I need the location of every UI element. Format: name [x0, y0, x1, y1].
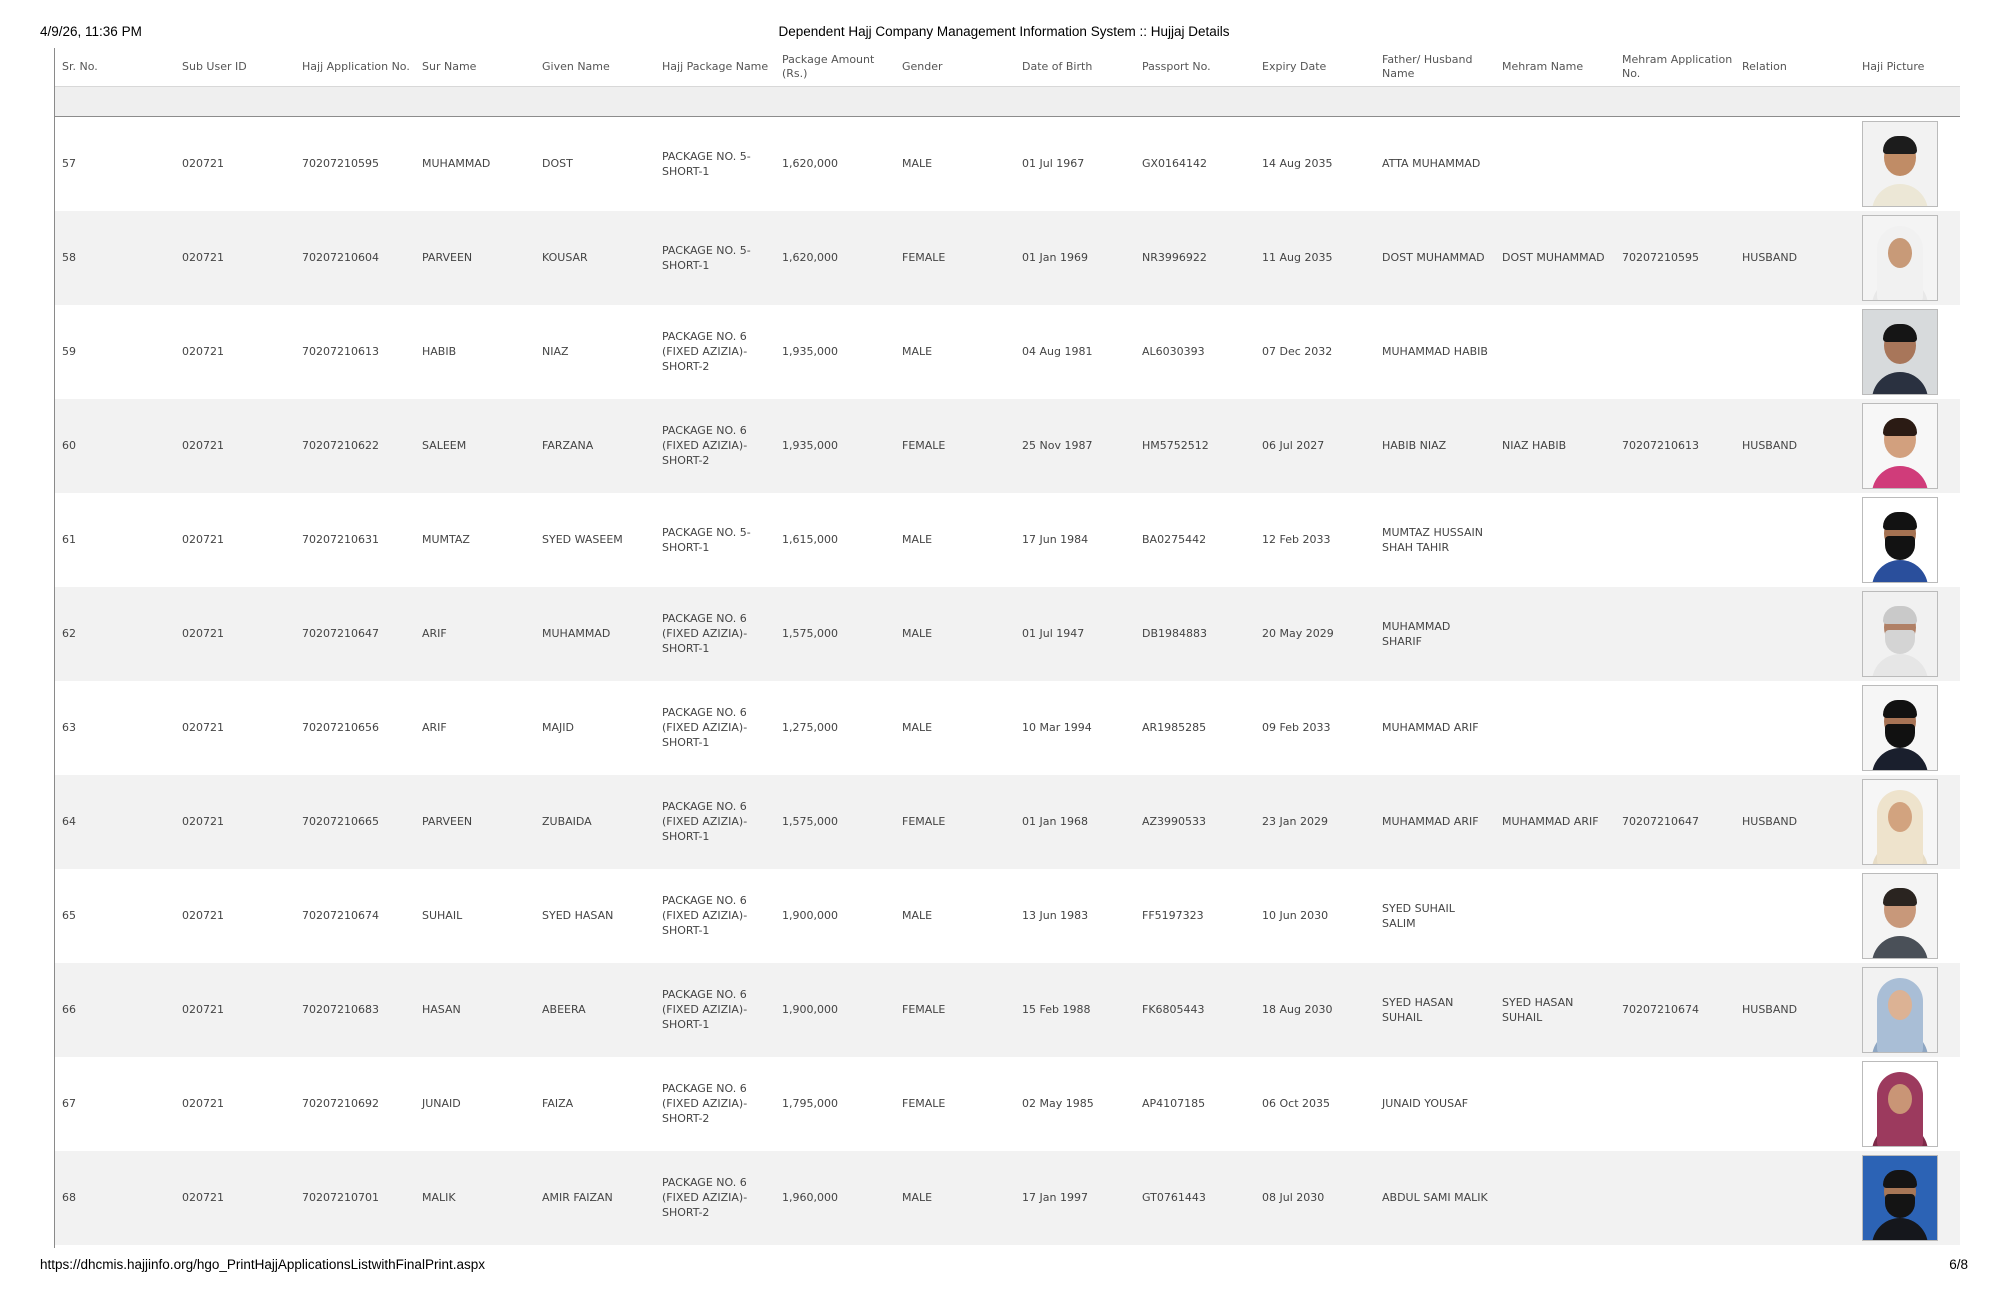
cell-expiry-date: 18 Aug 2030	[1255, 963, 1375, 1057]
haji-photo	[1862, 967, 1938, 1053]
cell-given-name: AMIR FAIZAN	[535, 1151, 655, 1245]
cell-haji-picture	[1855, 681, 1960, 775]
cell-package-amount: 1,935,000	[775, 305, 895, 399]
cell-sur-name: HASAN	[415, 963, 535, 1057]
cell-sr-no: 61	[55, 493, 175, 587]
cell-package-name: PACKAGE NO. 6 (FIXED AZIZIA)-SHORT-1	[655, 775, 775, 869]
photo-beard	[1885, 724, 1915, 748]
cell-gender: FEMALE	[895, 399, 1015, 493]
cell-mehram-application-no: 70207210613	[1615, 399, 1735, 493]
cell-package-name: PACKAGE NO. 5-SHORT-1	[655, 493, 775, 587]
cell-date-of-birth: 04 Aug 1981	[1015, 305, 1135, 399]
cell-sr-no: 59	[55, 305, 175, 399]
hujjaj-details-table	[55, 48, 1960, 1245]
cell-sub-user-id: 020721	[175, 399, 295, 493]
cell-passport-no: AL6030393	[1135, 305, 1255, 399]
table-row	[55, 1057, 1960, 1151]
photo-hair	[1883, 136, 1917, 154]
photo-torso	[1872, 466, 1928, 489]
cell-father-husband-name: ATTA MUHAMMAD	[1375, 117, 1495, 211]
cell-mehram-name: SYED HASAN SUHAIL	[1495, 963, 1615, 1057]
col-header-sr-no: Sr. No.	[55, 48, 175, 87]
cell-mehram-application-no	[1615, 1151, 1735, 1245]
cell-date-of-birth: 13 Jun 1983	[1015, 869, 1135, 963]
photo-torso	[1872, 748, 1928, 771]
cell-mehram-application-no	[1615, 681, 1735, 775]
cell-package-name: PACKAGE NO. 6 (FIXED AZIZIA)-SHORT-2	[655, 1057, 775, 1151]
cell-relation: HUSBAND	[1735, 775, 1855, 869]
cell-package-name: PACKAGE NO. 6 (FIXED AZIZIA)-SHORT-2	[655, 305, 775, 399]
cell-date-of-birth: 01 Jan 1969	[1015, 211, 1135, 305]
cell-relation	[1735, 587, 1855, 681]
cell-package-amount: 1,935,000	[775, 399, 895, 493]
cell-mehram-name: DOST MUHAMMAD	[1495, 211, 1615, 305]
cell-application-no: 70207210656	[295, 681, 415, 775]
cell-package-amount: 1,575,000	[775, 587, 895, 681]
cell-father-husband-name: MUHAMMAD HABIB	[1375, 305, 1495, 399]
cell-application-no: 70207210674	[295, 869, 415, 963]
haji-photo	[1862, 215, 1938, 301]
haji-photo	[1862, 1155, 1938, 1241]
print-footer	[40, 1257, 1968, 1275]
cell-gender: FEMALE	[895, 1057, 1015, 1151]
cell-mehram-name	[1495, 681, 1615, 775]
photo-hair	[1883, 888, 1917, 906]
cell-relation	[1735, 493, 1855, 587]
cell-father-husband-name: MUMTAZ HUSSAIN SHAH TAHIR	[1375, 493, 1495, 587]
cell-sub-user-id: 020721	[175, 493, 295, 587]
haji-photo	[1862, 309, 1938, 395]
haji-photo	[1862, 121, 1938, 207]
cell-given-name: KOUSAR	[535, 211, 655, 305]
cell-father-husband-name: SYED SUHAIL SALIM	[1375, 869, 1495, 963]
cell-expiry-date: 14 Aug 2035	[1255, 117, 1375, 211]
col-header-sub-user-id: Sub User ID	[175, 48, 295, 87]
cell-package-amount: 1,900,000	[775, 869, 895, 963]
cell-haji-picture	[1855, 211, 1960, 305]
cell-application-no: 70207210595	[295, 117, 415, 211]
col-header-date-of-birth: Date of Birth	[1015, 48, 1135, 87]
table-row	[55, 493, 1960, 587]
photo-torso	[1872, 184, 1928, 207]
cell-sub-user-id: 020721	[175, 1057, 295, 1151]
col-header-father-husband-name: Father/ Husband Name	[1375, 48, 1495, 87]
photo-hair	[1883, 324, 1917, 342]
cell-sur-name: PARVEEN	[415, 211, 535, 305]
cell-application-no: 70207210647	[295, 587, 415, 681]
cell-date-of-birth: 01 Jul 1947	[1015, 587, 1135, 681]
cell-passport-no: BA0275442	[1135, 493, 1255, 587]
cell-father-husband-name: SYED HASAN SUHAIL	[1375, 963, 1495, 1057]
cell-sur-name: ARIF	[415, 681, 535, 775]
cell-relation	[1735, 1151, 1855, 1245]
photo-hair	[1883, 606, 1917, 624]
print-url: https://dhcmis.hajjinfo.org/hgo_PrintHajjApplicationsListwithFinalPrint.aspx	[40, 1257, 485, 1272]
cell-application-no: 70207210683	[295, 963, 415, 1057]
cell-given-name: ZUBAIDA	[535, 775, 655, 869]
print-page-title: Dependent Hajj Company Management Information System :: Hujjaj Details	[778, 24, 1230, 39]
cell-mehram-name	[1495, 1151, 1615, 1245]
cell-father-husband-name: DOST MUHAMMAD	[1375, 211, 1495, 305]
table-row	[55, 587, 1960, 681]
cell-relation	[1735, 305, 1855, 399]
cell-mehram-application-no	[1615, 1057, 1735, 1151]
cell-sr-no: 57	[55, 117, 175, 211]
cell-expiry-date: 06 Jul 2027	[1255, 399, 1375, 493]
table-row	[55, 1151, 1960, 1245]
cell-package-amount: 1,575,000	[775, 775, 895, 869]
cell-father-husband-name: MUHAMMAD ARIF	[1375, 775, 1495, 869]
cell-haji-picture	[1855, 305, 1960, 399]
haji-photo	[1862, 591, 1938, 677]
cell-application-no: 70207210631	[295, 493, 415, 587]
cell-passport-no: AP4107185	[1135, 1057, 1255, 1151]
cell-application-no: 70207210665	[295, 775, 415, 869]
cell-package-name: PACKAGE NO. 6 (FIXED AZIZIA)-SHORT-2	[655, 1151, 775, 1245]
cell-package-amount: 1,275,000	[775, 681, 895, 775]
cell-passport-no: FF5197323	[1135, 869, 1255, 963]
cell-package-amount: 1,615,000	[775, 493, 895, 587]
cell-application-no: 70207210701	[295, 1151, 415, 1245]
cell-mehram-application-no: 70207210647	[1615, 775, 1735, 869]
table-row	[55, 681, 1960, 775]
cell-father-husband-name: JUNAID YOUSAF	[1375, 1057, 1495, 1151]
col-header-gender: Gender	[895, 48, 1015, 87]
cell-package-amount: 1,620,000	[775, 117, 895, 211]
cell-gender: MALE	[895, 869, 1015, 963]
cell-date-of-birth: 10 Mar 1994	[1015, 681, 1135, 775]
cell-package-name: PACKAGE NO. 6 (FIXED AZIZIA)-SHORT-2	[655, 399, 775, 493]
cell-sur-name: MALIK	[415, 1151, 535, 1245]
table-row	[55, 963, 1960, 1057]
photo-torso	[1872, 560, 1928, 583]
cell-sur-name: PARVEEN	[415, 775, 535, 869]
cell-mehram-application-no	[1615, 869, 1735, 963]
cell-package-amount: 1,960,000	[775, 1151, 895, 1245]
cell-expiry-date: 08 Jul 2030	[1255, 1151, 1375, 1245]
cell-expiry-date: 23 Jan 2029	[1255, 775, 1375, 869]
cell-sr-no: 68	[55, 1151, 175, 1245]
cell-expiry-date: 10 Jun 2030	[1255, 869, 1375, 963]
cell-passport-no: NR3996922	[1135, 211, 1255, 305]
cell-mehram-application-no	[1615, 305, 1735, 399]
cell-package-name: PACKAGE NO. 5-SHORT-1	[655, 211, 775, 305]
photo-hair	[1883, 700, 1917, 718]
cell-package-name: PACKAGE NO. 6 (FIXED AZIZIA)-SHORT-1	[655, 963, 775, 1057]
cell-date-of-birth: 01 Jul 1967	[1015, 117, 1135, 211]
cell-gender: FEMALE	[895, 775, 1015, 869]
cell-sr-no: 63	[55, 681, 175, 775]
col-header-mehram-name: Mehram Name	[1495, 48, 1615, 87]
photo-hair	[1883, 1170, 1917, 1188]
photo-torso	[1872, 1218, 1928, 1241]
cell-mehram-name	[1495, 869, 1615, 963]
cell-sur-name: ARIF	[415, 587, 535, 681]
cell-passport-no: FK6805443	[1135, 963, 1255, 1057]
print-page-number: 6/8	[1949, 1257, 1968, 1272]
cell-father-husband-name: HABIB NIAZ	[1375, 399, 1495, 493]
photo-beard	[1885, 630, 1915, 654]
cell-haji-picture	[1855, 399, 1960, 493]
cell-passport-no: AR1985285	[1135, 681, 1255, 775]
cell-date-of-birth: 01 Jan 1968	[1015, 775, 1135, 869]
cell-date-of-birth: 17 Jan 1997	[1015, 1151, 1135, 1245]
cell-sur-name: SALEEM	[415, 399, 535, 493]
table-body	[55, 117, 1960, 1245]
cell-sur-name: MUHAMMAD	[415, 117, 535, 211]
cell-sub-user-id: 020721	[175, 963, 295, 1057]
cell-haji-picture	[1855, 1151, 1960, 1245]
cell-gender: MALE	[895, 587, 1015, 681]
cell-expiry-date: 11 Aug 2035	[1255, 211, 1375, 305]
col-header-given-name: Given Name	[535, 48, 655, 87]
cell-package-name: PACKAGE NO. 5-SHORT-1	[655, 117, 775, 211]
haji-photo	[1862, 497, 1938, 583]
cell-gender: FEMALE	[895, 211, 1015, 305]
cell-passport-no: HM5752512	[1135, 399, 1255, 493]
cell-haji-picture	[1855, 869, 1960, 963]
cell-passport-no: GX0164142	[1135, 117, 1255, 211]
cell-gender: MALE	[895, 1151, 1015, 1245]
table-row	[55, 211, 1960, 305]
cell-given-name: SYED WASEEM	[535, 493, 655, 587]
cell-mehram-name: MUHAMMAD ARIF	[1495, 775, 1615, 869]
cell-package-amount: 1,900,000	[775, 963, 895, 1057]
cell-sub-user-id: 020721	[175, 869, 295, 963]
cell-haji-picture	[1855, 587, 1960, 681]
cell-expiry-date: 12 Feb 2033	[1255, 493, 1375, 587]
photo-torso	[1872, 372, 1928, 395]
cell-relation	[1735, 869, 1855, 963]
cell-mehram-application-no: 70207210595	[1615, 211, 1735, 305]
cell-father-husband-name: MUHAMMAD ARIF	[1375, 681, 1495, 775]
cell-expiry-date: 07 Dec 2032	[1255, 305, 1375, 399]
cell-haji-picture	[1855, 493, 1960, 587]
col-header-package-name: Hajj Package Name	[655, 48, 775, 87]
cell-haji-picture	[1855, 775, 1960, 869]
cell-package-name: PACKAGE NO. 6 (FIXED AZIZIA)-SHORT-1	[655, 681, 775, 775]
cell-relation: HUSBAND	[1735, 211, 1855, 305]
cell-sr-no: 60	[55, 399, 175, 493]
cell-relation	[1735, 681, 1855, 775]
col-header-haji-picture: Haji Picture	[1855, 48, 1960, 87]
cell-gender: MALE	[895, 493, 1015, 587]
cell-gender: MALE	[895, 117, 1015, 211]
table-row	[55, 869, 1960, 963]
cell-sur-name: SUHAIL	[415, 869, 535, 963]
cell-sub-user-id: 020721	[175, 211, 295, 305]
table-row	[55, 305, 1960, 399]
cell-application-no: 70207210613	[295, 305, 415, 399]
cell-passport-no: DB1984883	[1135, 587, 1255, 681]
cell-relation	[1735, 117, 1855, 211]
cell-package-name: PACKAGE NO. 6 (FIXED AZIZIA)-SHORT-1	[655, 587, 775, 681]
cell-passport-no: AZ3990533	[1135, 775, 1255, 869]
table-header-row	[55, 48, 1960, 87]
cell-package-amount: 1,620,000	[775, 211, 895, 305]
cell-sur-name: JUNAID	[415, 1057, 535, 1151]
col-header-package-amount: Package Amount (Rs.)	[775, 48, 895, 87]
cell-mehram-name	[1495, 305, 1615, 399]
cell-given-name: MAJID	[535, 681, 655, 775]
cell-sub-user-id: 020721	[175, 775, 295, 869]
cell-given-name: DOST	[535, 117, 655, 211]
haji-photo	[1862, 779, 1938, 865]
cell-given-name: FARZANA	[535, 399, 655, 493]
table-row	[55, 399, 1960, 493]
cell-gender: FEMALE	[895, 963, 1015, 1057]
cell-relation: HUSBAND	[1735, 963, 1855, 1057]
cell-mehram-name	[1495, 1057, 1615, 1151]
cell-date-of-birth: 02 May 1985	[1015, 1057, 1135, 1151]
photo-beard	[1885, 1194, 1915, 1218]
col-header-application-no: Hajj Application No.	[295, 48, 415, 87]
cell-sr-no: 62	[55, 587, 175, 681]
cell-sur-name: MUMTAZ	[415, 493, 535, 587]
cell-given-name: FAIZA	[535, 1057, 655, 1151]
print-header	[40, 24, 1968, 42]
cell-sr-no: 66	[55, 963, 175, 1057]
col-header-mehram-application-no: Mehram Application No.	[1615, 48, 1735, 87]
cell-date-of-birth: 17 Jun 1984	[1015, 493, 1135, 587]
cell-mehram-application-no: 70207210674	[1615, 963, 1735, 1057]
cell-mehram-name	[1495, 493, 1615, 587]
cell-sub-user-id: 020721	[175, 305, 295, 399]
photo-torso	[1872, 654, 1928, 677]
cell-date-of-birth: 25 Nov 1987	[1015, 399, 1135, 493]
cell-given-name: MUHAMMAD	[535, 587, 655, 681]
table-filter-cell	[55, 87, 1960, 117]
table-filter-row	[55, 87, 1960, 117]
cell-expiry-date: 20 May 2029	[1255, 587, 1375, 681]
cell-application-no: 70207210604	[295, 211, 415, 305]
cell-haji-picture	[1855, 117, 1960, 211]
col-header-sur-name: Sur Name	[415, 48, 535, 87]
cell-sr-no: 64	[55, 775, 175, 869]
table-row	[55, 117, 1960, 211]
photo-face	[1888, 1084, 1912, 1114]
cell-sr-no: 65	[55, 869, 175, 963]
hujjaj-table-container	[54, 48, 1960, 1248]
cell-haji-picture	[1855, 963, 1960, 1057]
cell-given-name: ABEERA	[535, 963, 655, 1057]
cell-sub-user-id: 020721	[175, 681, 295, 775]
table-row	[55, 775, 1960, 869]
cell-sr-no: 67	[55, 1057, 175, 1151]
cell-mehram-name: NIAZ HABIB	[1495, 399, 1615, 493]
cell-gender: MALE	[895, 305, 1015, 399]
cell-application-no: 70207210622	[295, 399, 415, 493]
haji-photo	[1862, 685, 1938, 771]
photo-face	[1888, 238, 1912, 268]
photo-face	[1888, 802, 1912, 832]
cell-sub-user-id: 020721	[175, 1151, 295, 1245]
haji-photo	[1862, 873, 1938, 959]
photo-beard	[1885, 536, 1915, 560]
cell-package-name: PACKAGE NO. 6 (FIXED AZIZIA)-SHORT-1	[655, 869, 775, 963]
cell-application-no: 70207210692	[295, 1057, 415, 1151]
haji-photo	[1862, 1061, 1938, 1147]
cell-relation	[1735, 1057, 1855, 1151]
cell-package-amount: 1,795,000	[775, 1057, 895, 1151]
col-header-passport-no: Passport No.	[1135, 48, 1255, 87]
cell-passport-no: GT0761443	[1135, 1151, 1255, 1245]
cell-sr-no: 58	[55, 211, 175, 305]
cell-mehram-name	[1495, 117, 1615, 211]
cell-mehram-name	[1495, 587, 1615, 681]
cell-haji-picture	[1855, 1057, 1960, 1151]
cell-date-of-birth: 15 Feb 1988	[1015, 963, 1135, 1057]
photo-hair	[1883, 512, 1917, 530]
cell-relation: HUSBAND	[1735, 399, 1855, 493]
cell-sur-name: HABIB	[415, 305, 535, 399]
cell-father-husband-name: MUHAMMAD SHARIF	[1375, 587, 1495, 681]
cell-mehram-application-no	[1615, 117, 1735, 211]
cell-expiry-date: 06 Oct 2035	[1255, 1057, 1375, 1151]
cell-sub-user-id: 020721	[175, 117, 295, 211]
cell-sub-user-id: 020721	[175, 587, 295, 681]
cell-mehram-application-no	[1615, 493, 1735, 587]
col-header-expiry-date: Expiry Date	[1255, 48, 1375, 87]
print-datetime: 4/9/26, 11:36 PM	[40, 24, 142, 39]
photo-face	[1888, 990, 1912, 1020]
cell-father-husband-name: ABDUL SAMI MALIK	[1375, 1151, 1495, 1245]
cell-gender: MALE	[895, 681, 1015, 775]
cell-expiry-date: 09 Feb 2033	[1255, 681, 1375, 775]
col-header-relation: Relation	[1735, 48, 1855, 87]
cell-mehram-application-no	[1615, 587, 1735, 681]
haji-photo	[1862, 403, 1938, 489]
cell-given-name: SYED HASAN	[535, 869, 655, 963]
photo-torso	[1872, 936, 1928, 959]
cell-given-name: NIAZ	[535, 305, 655, 399]
photo-hair	[1883, 418, 1917, 436]
